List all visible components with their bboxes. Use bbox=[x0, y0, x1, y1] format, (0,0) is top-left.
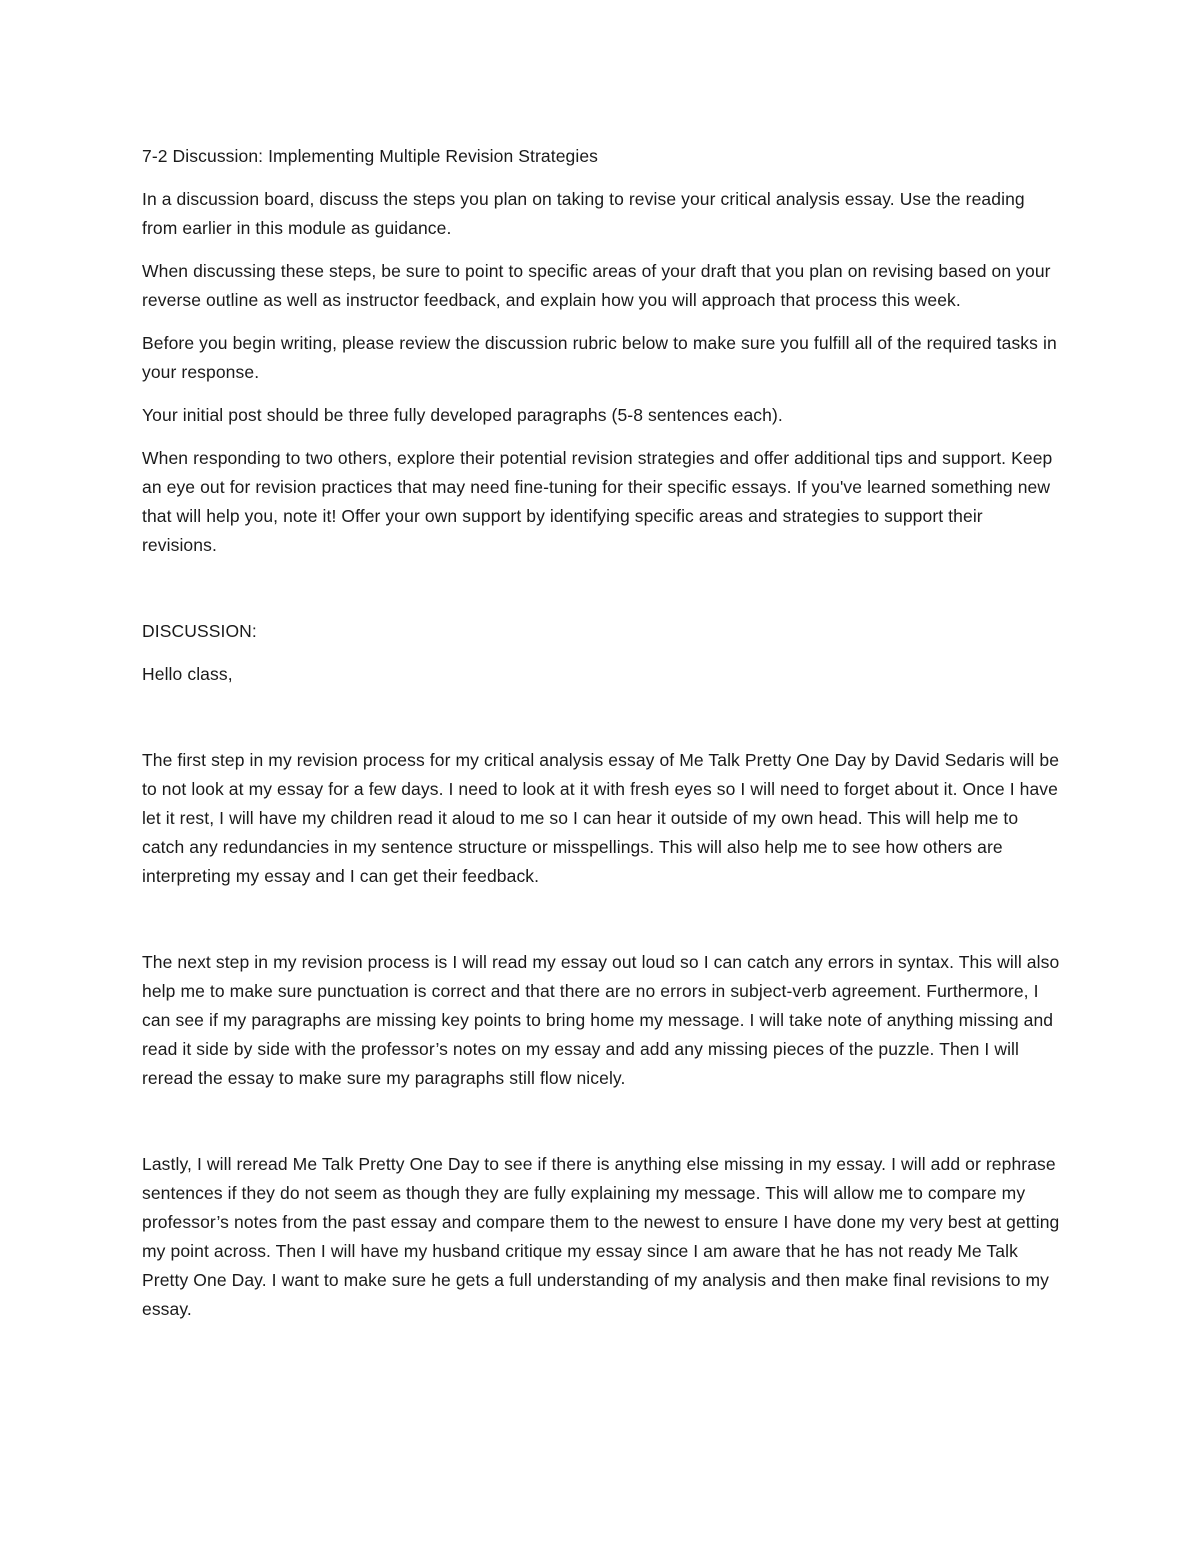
prompt-paragraph: When responding to two others, explore their potential revision strategies and offer additional tips and support. Keep an eye out for revision practices that may need fine-tuning for their specific essays. If you've learned something new that will help you, note it! Offer your own support by identifying specific areas and strategies to support their revisions. bbox=[142, 448, 1053, 555]
prompt-paragraph: Before you begin writing, please review the discussion rubric below to make sure you fulfill all of the required tasks in your response. bbox=[142, 333, 1057, 382]
response-paragraph: Lastly, I will reread Me Talk Pretty One Day to see if there is anything else missing in my essay. I will add or rephrase sentences if they do not seem as though they are fully explaining my message. This will allow me to compare my professor’s notes from the past essay and compare them to the newest to ensure I have done my very best at getting my point across. Then I will have my husband critique my essay since I am aware that he has not ready Me Talk Pretty One Day. I want to make sure he gets a full understanding of my analysis and then make final revisions to my essay. bbox=[142, 1154, 1060, 1319]
prompt-paragraph: In a discussion board, discuss the steps you plan on taking to revise your critical analysis essay. Use the reading from earlier in this module as guidance. bbox=[142, 189, 1025, 238]
document-title: 7-2 Discussion: Implementing Multiple Revision Strategies bbox=[142, 146, 599, 166]
prompt-paragraph: Your initial post should be three fully developed paragraphs (5-8 sentences each). bbox=[142, 405, 783, 425]
response-paragraph: The next step in my revision process is I will read my essay out loud so I can catch any errors in syntax. This will also help me to make sure punctuation is correct and that there are no errors in subject-verb agreement. Furthermore, I can see if my paragraphs are missing key points to bring home my message. I will take note of anything missing and read it side by side with the professor’s notes on my essay and add any missing pieces of the puzzle. Then I will reread the essay to make sure my paragraphs still flow nicely. bbox=[142, 952, 1060, 1088]
greeting: Hello class, bbox=[142, 664, 233, 684]
spacer bbox=[142, 574, 1062, 617]
response-paragraph: The first step in my revision process for my critical analysis essay of Me Talk Pretty One Day by David Sedaris will be to not look at my essay for a few days. I need to look at it with fresh eyes so I will need to forget about it. Once I have let it rest, I will have my children read it aloud to me so I can hear it outside of my own head. This will help me to catch any redundancies in my sentence structure or misspellings. This will also help me to see how others are interpreting my essay and I can get their feedback. bbox=[142, 750, 1060, 886]
spacer bbox=[142, 703, 1062, 746]
discussion-heading: DISCUSSION: bbox=[142, 621, 257, 641]
document-body bbox=[142, 142, 1062, 1338]
spacer bbox=[142, 1107, 1062, 1150]
prompt-paragraph: When discussing these steps, be sure to point to specific areas of your draft that you plan on revising based on your reverse outline as well as instructor feedback, and explain how you will approach that process this week. bbox=[142, 261, 1051, 310]
spacer bbox=[142, 905, 1062, 948]
